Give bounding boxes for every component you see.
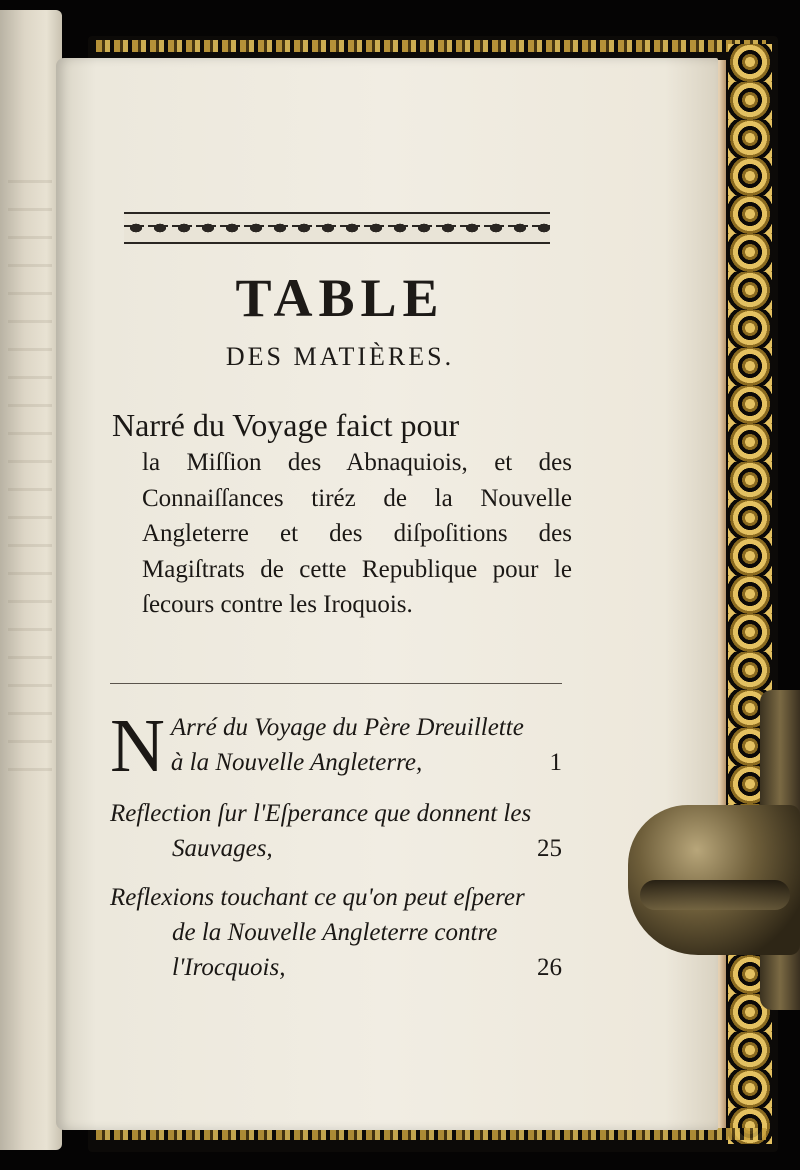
toc-entry — [110, 880, 568, 985]
entry-line: de la Nouvelle Angleterre contre — [172, 919, 498, 946]
toc-entry — [110, 796, 568, 866]
entry-line: Reflection ſur l'Eſperance que donnent les — [110, 800, 532, 827]
entry-line: Sauvages, — [172, 835, 273, 862]
page-subtitle: DES MATIÈRES. — [225, 342, 455, 371]
heading-continuation: la Miſſion des Abnaquiois, et des Connaiſſances tiréz de la Nouvelle Angleterre et des diſpoſitions des Magiſtrats de cette Republique pour le ſecours contre les Iroquois. — [142, 449, 572, 618]
entry-page-number: 25 — [537, 835, 562, 862]
entry-line: l'Irocquois, — [172, 954, 286, 981]
entry-page-number: 1 — [549, 749, 562, 776]
divider-rule — [110, 683, 562, 684]
heading-first-line: Narré du Voyage faict pour — [112, 407, 460, 443]
show-through-text — [8, 180, 52, 780]
printer-ornament — [124, 212, 550, 244]
entry-line: à la Nouvelle Angleterre, — [170, 749, 423, 776]
gilt-border-top — [96, 40, 766, 52]
left-page — [0, 10, 62, 1150]
entry-line: Arré du Voyage du Père Dreuillette — [170, 714, 524, 741]
section-heading — [112, 403, 572, 623]
entry-line: Reflexions touchant ce qu'on peut eſperer — [110, 884, 525, 911]
entry-page-number: 26 — [537, 954, 562, 981]
drop-capital: N — [110, 704, 165, 788]
toc-entry — [110, 704, 568, 788]
clasp-fold — [640, 880, 790, 910]
page-title: TABLE — [235, 268, 445, 328]
